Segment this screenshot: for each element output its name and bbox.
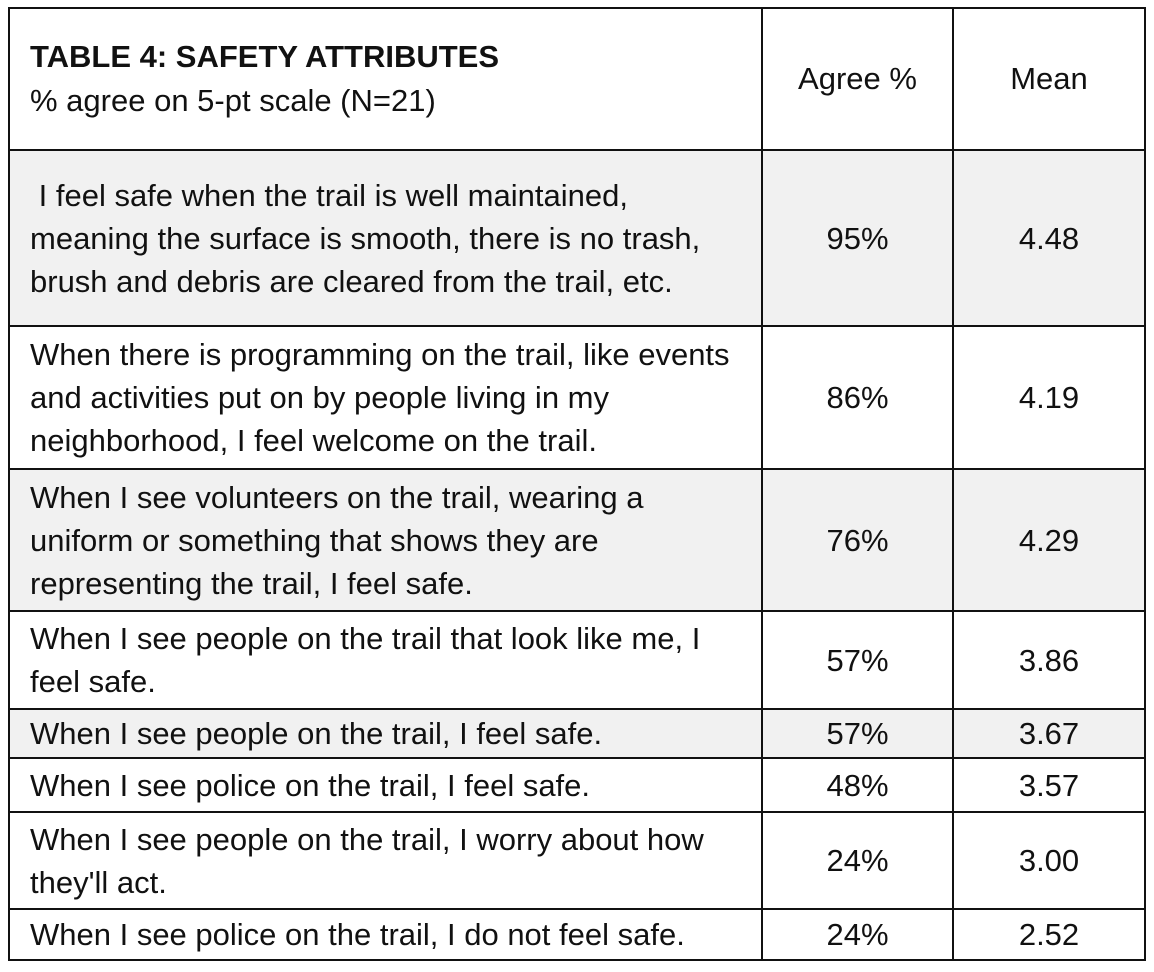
agree-cell: 24% — [762, 909, 953, 960]
mean-cell: 3.57 — [953, 758, 1145, 812]
column-header-mean: Mean — [953, 8, 1145, 150]
table-row — [9, 758, 1145, 812]
agree-cell: 95% — [762, 150, 953, 326]
agree-cell: 57% — [762, 709, 953, 758]
mean-cell: 4.48 — [953, 150, 1145, 326]
column-header-agree: Agree % — [762, 8, 953, 150]
table-row — [9, 812, 1145, 909]
statement-cell: When I see people on the trail that look like me, I feel safe. — [9, 611, 762, 709]
statement-cell: When I see people on the trail, I feel safe. — [9, 709, 762, 758]
mean-cell: 4.19 — [953, 326, 1145, 469]
statement-cell: When I see police on the trail, I feel safe. — [9, 758, 762, 812]
mean-cell: 3.86 — [953, 611, 1145, 709]
mean-cell: 3.00 — [953, 812, 1145, 909]
table-row — [9, 326, 1145, 469]
safety-attributes-table — [8, 7, 1146, 961]
statement-cell: When there is programming on the trail, like events and activities put on by people living in my neighborhood, I feel welcome on the trail. — [9, 326, 762, 469]
table-title: TABLE 4: SAFETY ATTRIBUTES — [30, 39, 500, 74]
table-row — [9, 469, 1145, 611]
table-title-cell — [9, 8, 762, 150]
agree-cell: 57% — [762, 611, 953, 709]
statement-cell: When I see volunteers on the trail, wearing a uniform or something that shows they are representing the trail, I feel safe. — [9, 469, 762, 611]
table-row — [9, 709, 1145, 758]
table-row — [9, 909, 1145, 960]
table-row — [9, 150, 1145, 326]
agree-cell: 86% — [762, 326, 953, 469]
agree-cell: 48% — [762, 758, 953, 812]
agree-cell: 76% — [762, 469, 953, 611]
mean-cell: 2.52 — [953, 909, 1145, 960]
agree-cell: 24% — [762, 812, 953, 909]
table-header-row — [9, 8, 1145, 150]
mean-cell: 3.67 — [953, 709, 1145, 758]
table-row — [9, 611, 1145, 709]
statement-cell: When I see people on the trail, I worry about how they'll act. — [9, 812, 762, 909]
statement-cell: I feel safe when the trail is well maintained, meaning the surface is smooth, there is no trash, brush and debris are cleared from the trail, etc. — [9, 150, 762, 326]
table-subtitle: % agree on 5-pt scale (N=21) — [30, 83, 436, 118]
statement-cell: When I see police on the trail, I do not feel safe. — [9, 909, 762, 960]
mean-cell: 4.29 — [953, 469, 1145, 611]
